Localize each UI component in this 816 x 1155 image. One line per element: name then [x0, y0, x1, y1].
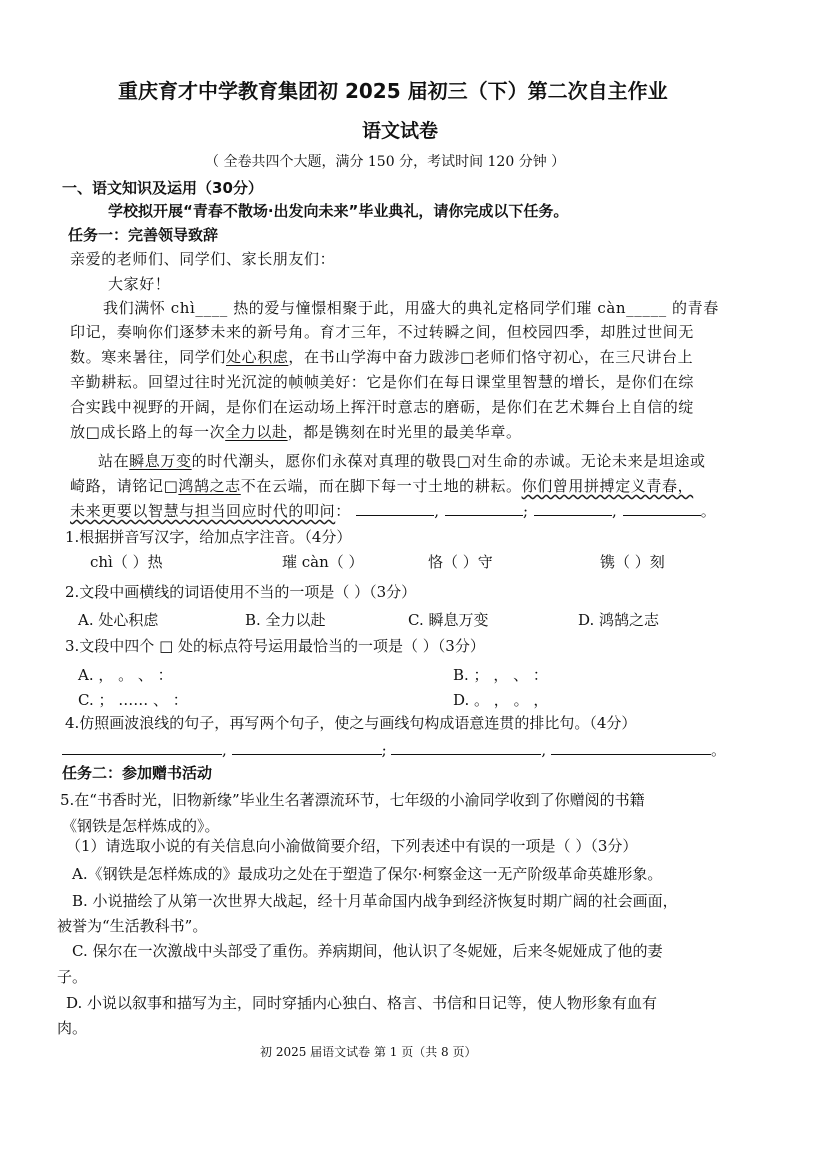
- q2-option-a[interactable]: A. 处心积虑: [78, 611, 159, 629]
- task2-heading: 任务二：参加赠书活动: [62, 764, 213, 782]
- p2-line2: [70, 476, 693, 496]
- answer-blank[interactable]: [391, 740, 541, 755]
- answer-blank[interactable]: [356, 501, 434, 516]
- question-5-1: （1）请选取小说的有关信息向小渝做简要介绍，下列表述中有误的一项是（ ）（3分）: [66, 837, 638, 855]
- p1-line2: 印记，奏响你们逐梦未来的新号角。育才三年，不过转瞬之间，但校园四季，却胜过世间无: [70, 323, 695, 341]
- punct: 。: [700, 502, 717, 520]
- page-footer: 初 2025 届语文试卷 第 1 页（共 8 页）: [260, 1045, 477, 1059]
- answer-blank[interactable]: [232, 740, 382, 755]
- p2-line1: [98, 451, 706, 471]
- p1-line5: 合实践中视野的开阔，是你们在运动场上挥汗时意志的磨砺，是你们在艺术舞台上自信的绽: [70, 398, 695, 416]
- p1-line6: [70, 422, 522, 442]
- p2-line3-colon: ：: [335, 502, 351, 520]
- p1-line6-a: 放□成长路上的每一次: [70, 423, 226, 441]
- q5-option-c-line1[interactable]: C. 保尔在一次激战中头部受了重伤。养病期间，他认识了冬妮娅，后来冬妮娅成了他的妻: [72, 942, 663, 960]
- q5-option-d-line1[interactable]: D. 小说以叙事和描写为主，同时穿插内心独白、格言、书信和日记等，使人物形象有血有: [66, 994, 658, 1012]
- q1-item-3[interactable]: 恪（ ）守: [428, 553, 493, 571]
- wavy-sentence-part1: 你们曾用拼搏定义青春，: [521, 477, 694, 495]
- underlined-word-3: 瞬息万变: [129, 452, 192, 470]
- q1-item-2[interactable]: 璀 càn（ ）: [282, 553, 364, 571]
- punct: ;: [522, 502, 529, 520]
- punct: ;: [381, 741, 387, 759]
- q3-option-b[interactable]: B. ； ， 、 ：: [453, 666, 548, 684]
- punct: ,: [222, 741, 227, 759]
- punct: 。: [710, 741, 726, 759]
- q4-answer-line: [62, 740, 726, 760]
- answer-blank[interactable]: [551, 740, 711, 755]
- p2-line2-a: 崎路，请铭记□: [70, 477, 179, 495]
- underlined-word-4: 鸿鹄之志: [178, 477, 241, 495]
- punct: ,: [611, 502, 618, 520]
- p1-line3: [70, 347, 693, 367]
- answer-blank[interactable]: [62, 740, 222, 755]
- p1-line3-a: 数。寒来暑往，同学们: [70, 348, 227, 366]
- question-5-line1: 5.在“书香时光，旧物新缘”毕业生名著漂流环节，七年级的小渝同学收到了你赠阅的书籍: [60, 791, 645, 809]
- punct: ,: [541, 741, 547, 759]
- exam-title: 重庆育才中学教育集团初 2025 届初三（下）第二次自主作业: [118, 79, 668, 103]
- q2-option-c[interactable]: C. 瞬息万变: [408, 611, 489, 629]
- q5-option-a[interactable]: A.《钢铁是怎样炼成的》最成功之处在于塑造了保尔·柯察金这一无产阶级革命英雄形象。: [72, 865, 663, 883]
- p2-line3: [70, 501, 716, 521]
- p2-line1-b: 的时代潮头，愿你们永葆对真理的敬畏□对生命的赤诚。无论未来是坦途或: [191, 452, 706, 470]
- section1-heading: 一、语文知识及运用（30分）: [62, 179, 263, 197]
- question-4: 4.仿照画波浪线的句子，再写两个句子，使之与画线句构成语意连贯的排比句。（4分）: [65, 714, 637, 732]
- q2-option-d[interactable]: D. 鸿鹄之志: [578, 611, 660, 629]
- q5-option-b-line1[interactable]: B. 小说描绘了从第一次世界大战起，经十月革命国内战争到经济恢复时期广阔的社会画面，: [72, 892, 678, 910]
- section1-intro: 学校拟开展“青春不散场·出发向未来”毕业典礼，请你完成以下任务。: [108, 202, 569, 220]
- greeting: 大家好！: [108, 275, 171, 293]
- q3-option-c[interactable]: C. ； …… 、 ：: [78, 691, 188, 709]
- answer-blank[interactable]: [534, 501, 612, 516]
- q1-item-4[interactable]: 镌（ ）刻: [600, 553, 665, 571]
- task1-heading: 任务一：完善领导致辞: [68, 226, 219, 244]
- question-3: 3.文段中四个 □ 处的标点符号运用最恰当的一项是（ ）（3分）: [65, 637, 485, 655]
- question-5-line2: 《钢铁是怎样炼成的》。: [62, 817, 220, 835]
- p1-line6-b: ，都是镌刻在时光里的最美华章。: [287, 423, 522, 441]
- p2-line1-a: 站在: [98, 452, 130, 470]
- answer-blank[interactable]: [623, 501, 701, 516]
- underlined-word-2: 全力以赴: [225, 423, 288, 441]
- salutation: 亲爱的老师们、同学们、家长朋友们：: [70, 250, 336, 268]
- p2-line2-b: 不在云端，而在脚下每一寸土地的耕耘。: [240, 477, 522, 495]
- q5-option-b-line2: 被誉为“生活教科书”。: [57, 917, 208, 935]
- question-2: 2.文段中画横线的词语使用不当的一项是（ ）（3分）: [65, 583, 417, 601]
- q5-option-c-line2: 子。: [57, 968, 88, 986]
- exam-subtitle: 语文试卷: [362, 120, 439, 142]
- q1-item-1[interactable]: chì（ ）热: [90, 553, 163, 571]
- q3-option-d[interactable]: D. 。 ， 。 ，: [453, 691, 549, 709]
- answer-blank[interactable]: [445, 501, 523, 516]
- underlined-word-1: 处心积虑: [226, 348, 289, 366]
- q5-option-d-line2: 肉。: [57, 1019, 88, 1037]
- p1-line3-b: ，在书山学海中奋力跋涉□老师们恪守初心，在三尺讲台上: [288, 348, 694, 366]
- q3-option-a[interactable]: A. ， 。 、 ：: [78, 666, 173, 684]
- punct: ,: [434, 502, 440, 520]
- question-1: 1.根据拼音写汉字，给加点字注音。（4分）: [65, 528, 352, 546]
- p1-line1: 我们满怀 chì____ 热的爱与憧憬相聚于此，用盛大的典礼定格同学们璀 càn_____ 的青春: [103, 299, 719, 317]
- q2-option-b[interactable]: B. 全力以赴: [245, 611, 326, 629]
- wavy-sentence-part2: 未来更要以智慧与担当回应时代的叩问: [70, 502, 336, 520]
- p1-line4: 辛勤耕耘。回望过往时光沉淀的帧帧美好：它是你们在每日课堂里智慧的增长，是你们在综: [70, 373, 695, 391]
- exam-note: （ 全卷共四个大题，满分 150 分，考试时间 120 分钟 ）: [205, 154, 566, 170]
